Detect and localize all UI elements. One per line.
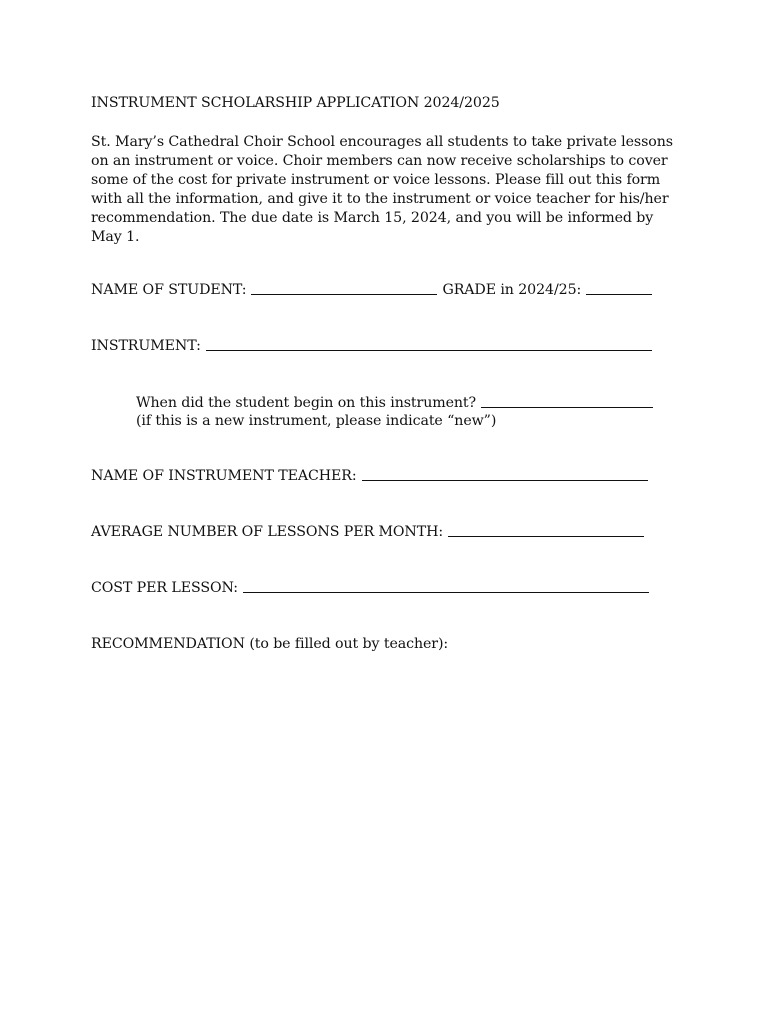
instrument-field[interactable]	[206, 349, 652, 351]
instrument-label: INSTRUMENT:	[91, 338, 201, 354]
recommendation-label: RECOMMENDATION (to be filled out by teacher):	[91, 636, 449, 652]
begin-question-label: When did the student begin on this instrument?	[136, 395, 477, 411]
begin-question-row	[136, 395, 653, 411]
student-name-label: NAME OF STUDENT:	[91, 282, 247, 298]
cost-field[interactable]	[243, 591, 649, 593]
teacher-label: NAME OF INSTRUMENT TEACHER:	[91, 468, 357, 484]
teacher-field[interactable]	[362, 479, 648, 481]
teacher-row	[91, 468, 648, 484]
intro-paragraph: St. Mary’s Cathedral Choir School encourages all students to take private lessons on an instrument or voice. Choir members can now receive scholarships to cover some of the cost for private instrument or voice lessons. Please fill out this form with all the information, and give it to the instrument or voice teacher for his/her recommendation. The due date is March 15, 2024, and you will be informed by May 1.	[91, 134, 673, 245]
lessons-label: AVERAGE NUMBER OF LESSONS PER MONTH:	[91, 524, 444, 540]
begin-date-field[interactable]	[481, 406, 653, 408]
document-title: INSTRUMENT SCHOLARSHIP APPLICATION 2024/2025	[91, 95, 500, 111]
lessons-row	[91, 524, 644, 540]
grade-label: GRADE in 2024/25:	[442, 282, 582, 298]
student-name-field[interactable]	[251, 293, 437, 295]
instrument-row	[91, 338, 652, 354]
recommendation-row	[91, 636, 448, 652]
grade-field[interactable]	[586, 293, 652, 295]
student-name-row	[91, 282, 652, 298]
cost-row	[91, 580, 649, 596]
lessons-field[interactable]	[448, 535, 644, 537]
begin-note: (if this is a new instrument, please indicate “new”)	[136, 413, 497, 429]
cost-label: COST PER LESSON:	[91, 580, 238, 596]
